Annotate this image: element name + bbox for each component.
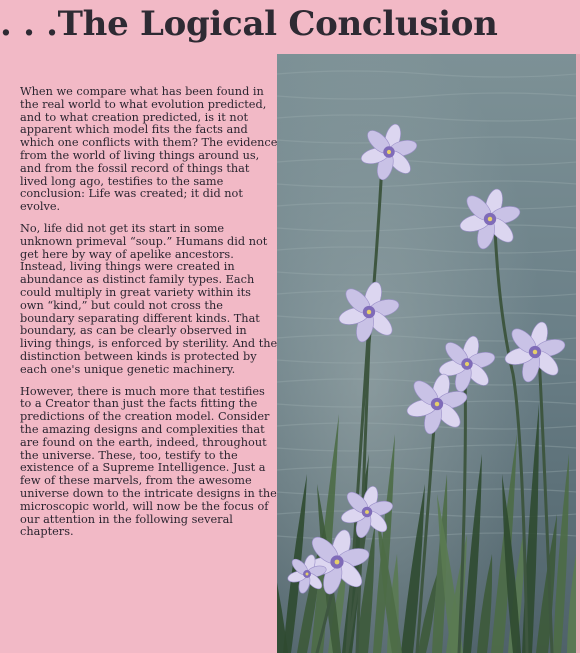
flower-photo-illustration (277, 54, 576, 653)
paragraph-1: When we compare what has been found in the real world to what evolution predicted, and to what creation predicted, is it not apparent which model fits the facts and which one conflicts with them? The evidence from the world of living things around us, and from the fossil record of things that lived long ago, testifies to the same conclusion: Life was created; it did not evolve. (20, 85, 278, 214)
page-title: . . .The Logical Conclusion (0, 4, 498, 44)
paragraph-2: No, life did not get its start in some unknown primeval “soup.” Humans did not get here by way of apelike ancestors. Instead, living things were created in abundance as distinct family types. Each could multiply in great variety within its own “kind,” but could not cross the boundary separating different kinds. That boundary, as can be clearly observed in living things, is enforced by sterility. And the distinction between kinds is protected by each one's unique genetic machinery. (20, 221, 278, 376)
article-body (20, 86, 278, 548)
flower-photo (277, 54, 576, 653)
page-edge (576, 54, 580, 653)
paragraph-3: However, there is much more that testifies to a Creator than just the facts fitting the predictions of the creation model. Consider the amazing designs and complexities that are found on the earth, indeed, throughout the universe. These, too, testify to the existence of a Supreme Intelligence. Just a few of these marvels, from the awesome universe down to the intricate designs in the microscopic world, will now be the focus of our attention in the following several chapters. (20, 384, 277, 539)
